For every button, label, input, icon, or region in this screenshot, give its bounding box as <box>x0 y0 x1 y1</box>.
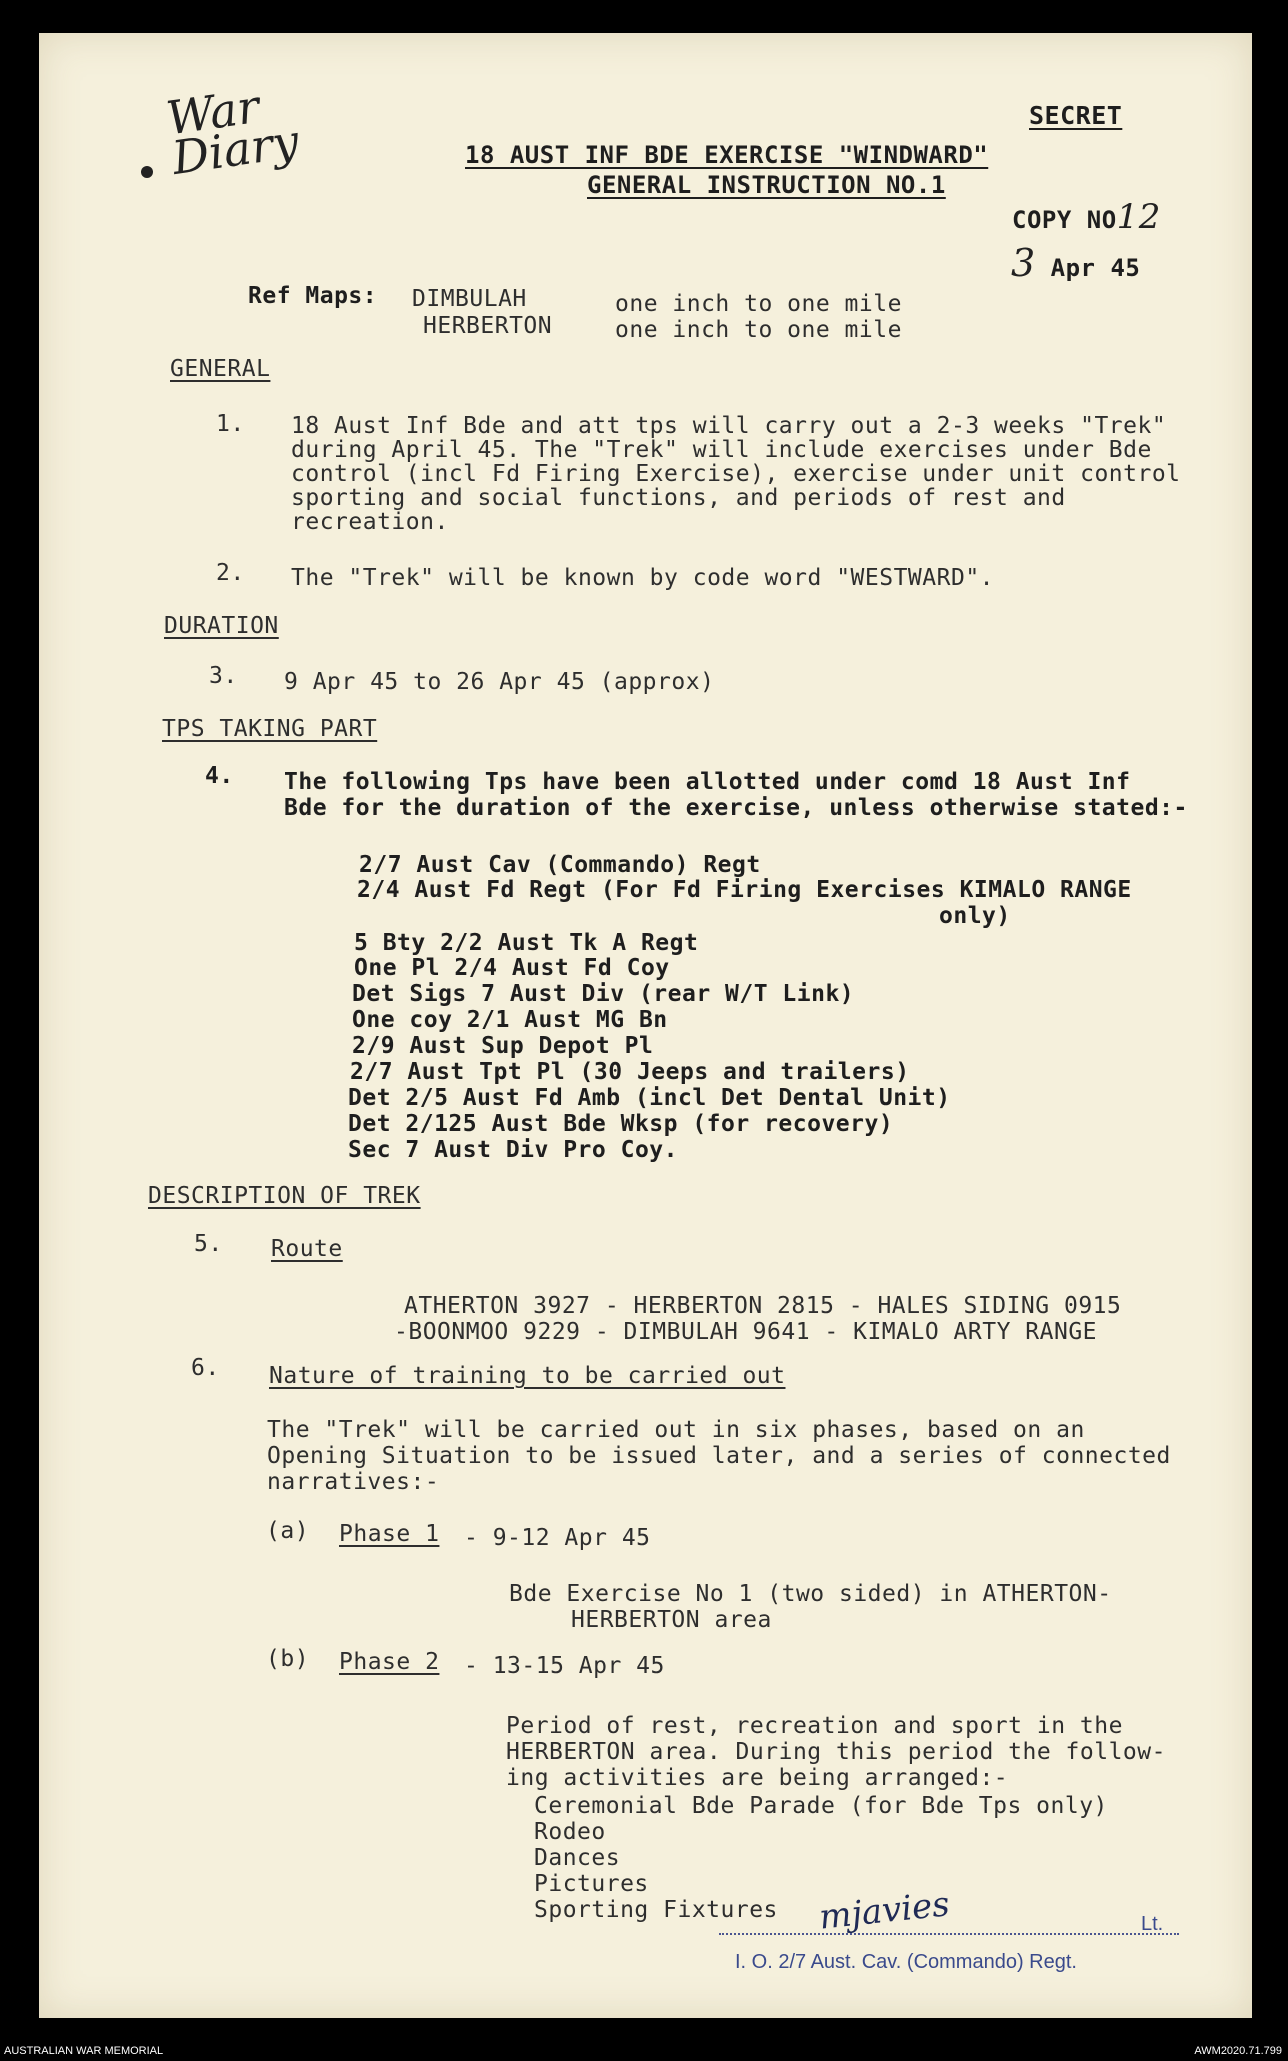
section-heading-tps: TPS TAKING PART <box>162 716 378 742</box>
phase-b-name: Phase 2 <box>339 1649 440 1675</box>
activity-item: Pictures <box>534 1871 649 1897</box>
para6-heading: Nature of training to be carried out <box>269 1363 786 1389</box>
unit-item: Sec 7 Aust Div Pro Coy. <box>348 1137 678 1163</box>
unit-item: 2/9 Aust Sup Depot Pl <box>352 1033 654 1059</box>
footer-left: AUSTRALIAN WAR MEMORIAL <box>4 2045 164 2057</box>
section-heading-description: DESCRIPTION OF TREK <box>148 1183 421 1209</box>
copy-number: 12 <box>1116 197 1161 237</box>
activity-item: Rodeo <box>534 1819 606 1845</box>
ref-map-name-1: DIMBULAH <box>412 286 527 312</box>
phase-b-line-3: ing activities are being arranged:- <box>506 1765 1009 1791</box>
signature: mjavies <box>817 1884 952 1938</box>
phase-a-name: Phase 1 <box>339 1521 440 1547</box>
stamp-rank: Lt. <box>1141 1913 1164 1935</box>
para1-line-4: sporting and social functions, and periods of rest and <box>291 485 1066 511</box>
para6-line-3: narratives:- <box>267 1469 440 1495</box>
phase-a-line-1: Bde Exercise No 1 (two sided) in ATHERTON- <box>509 1581 1112 1607</box>
unit-item: 2/7 Aust Tpt Pl (30 Jeeps and trailers) <box>350 1059 910 1085</box>
unit-item: 2/4 Aust Fd Regt (For Fd Firing Exercises KIMALO RANGE <box>357 877 1132 903</box>
para2-number: 2. <box>216 560 245 586</box>
date-day: 3 <box>1011 241 1036 285</box>
phase-a-label: (a) <box>266 1518 310 1544</box>
phase-b-label: (b) <box>266 1646 310 1672</box>
ref-map-name-2: HERBERTON <box>423 313 553 339</box>
para6-line-2: Opening Situation to be issued later, and a series of connected <box>267 1443 1171 1469</box>
phase-b-line-2: HERBERTON area. During this period the follow- <box>506 1739 1166 1765</box>
footer-right: AWM2020.71.799 <box>1194 2045 1282 2057</box>
para1-line-3: control (incl Fd Firing Exercise), exercise under unit control <box>291 461 1181 487</box>
stamp-unit: I. O. 2/7 Aust. Cav. (Commando) Regt. <box>735 1951 1077 1973</box>
para1-line-5: recreation. <box>291 509 449 535</box>
para4-line-1: The following Tps have been allotted under comd 18 Aust Inf <box>284 769 1131 795</box>
unit-item: Det Sigs 7 Aust Div (rear W/T Link) <box>352 981 855 1007</box>
para3-number: 3. <box>209 663 238 689</box>
ref-map-scale-2: one inch to one mile <box>615 317 902 343</box>
date-rest: Apr 45 <box>1050 254 1141 282</box>
activity-item: Ceremonial Bde Parade (for Bde Tps only) <box>534 1793 1108 1819</box>
para3-text: 9 Apr 45 to 26 Apr 45 (approx) <box>284 669 715 695</box>
activity-item: Dances <box>534 1845 621 1871</box>
para4-number: 4. <box>205 763 234 789</box>
route-line-1: ATHERTON 3927 - HERBERTON 2815 - HALES SIDING 0915 <box>404 1293 1122 1319</box>
unit-item: Det 2/125 Aust Bde Wksp (for recovery) <box>348 1111 894 1137</box>
document-date <box>1011 241 1140 285</box>
ref-maps-label: Ref Maps: <box>248 283 378 309</box>
para1-line-2: during April 45. The "Trek" will include exercises under Bde <box>291 437 1152 463</box>
signature-dotted-line <box>719 1931 1179 1935</box>
para1-number: 1. <box>216 411 245 437</box>
handwritten-note <box>163 78 324 185</box>
copy-number-line <box>1012 197 1161 237</box>
document-subtitle: GENERAL INSTRUCTION NO.1 <box>587 171 946 199</box>
para5-number: 5. <box>194 1231 223 1257</box>
unit-item: One coy 2/1 Aust MG Bn <box>352 1007 668 1033</box>
document-page <box>39 33 1252 2018</box>
unit-item: 2/7 Aust Cav (Commando) Regt <box>359 852 761 878</box>
ink-blot <box>141 166 153 178</box>
copy-label: COPY NO <box>1012 206 1117 234</box>
handwritten-note-text: War Diary <box>163 78 303 185</box>
activity-item: Sporting Fixtures <box>534 1897 778 1923</box>
document-title: 18 AUST INF BDE EXERCISE "WINDWARD" <box>465 141 989 169</box>
route-line-2: -BOONMOO 9229 - DIMBULAH 9641 - KIMALO ARTY RANGE <box>394 1319 1098 1345</box>
para1-line-1: 18 Aust Inf Bde and att tps will carry out a 2-3 weeks "Trek" <box>291 413 1167 439</box>
phase-a-dates: - 9-12 Apr 45 <box>464 1525 651 1551</box>
para5-heading: Route <box>271 1236 343 1262</box>
ref-map-scale-1: one inch to one mile <box>615 291 902 317</box>
classification-mark: SECRET <box>1029 101 1123 130</box>
para6-number: 6. <box>191 1355 220 1381</box>
unit-item: 5 Bty 2/2 Aust Tk A Regt <box>354 930 699 956</box>
section-heading-general: GENERAL <box>170 356 271 382</box>
phase-b-dates: - 13-15 Apr 45 <box>464 1653 665 1679</box>
para6-line-1: The "Trek" will be carried out in six phases, based on an <box>267 1417 1085 1443</box>
para2-text: The "Trek" will be known by code word "WESTWARD". <box>291 565 995 591</box>
section-heading-duration: DURATION <box>164 613 279 639</box>
unit-item: Det 2/5 Aust Fd Amb (incl Det Dental Unit) <box>348 1085 951 1111</box>
phase-a-line-2: HERBERTON area <box>571 1607 772 1633</box>
phase-b-line-1: Period of rest, recreation and sport in the <box>506 1713 1123 1739</box>
unit-item: One Pl 2/4 Aust Fd Coy <box>354 955 670 981</box>
unit-item: only) <box>939 903 1011 929</box>
para4-line-2: Bde for the duration of the exercise, unless otherwise stated:- <box>284 795 1188 821</box>
